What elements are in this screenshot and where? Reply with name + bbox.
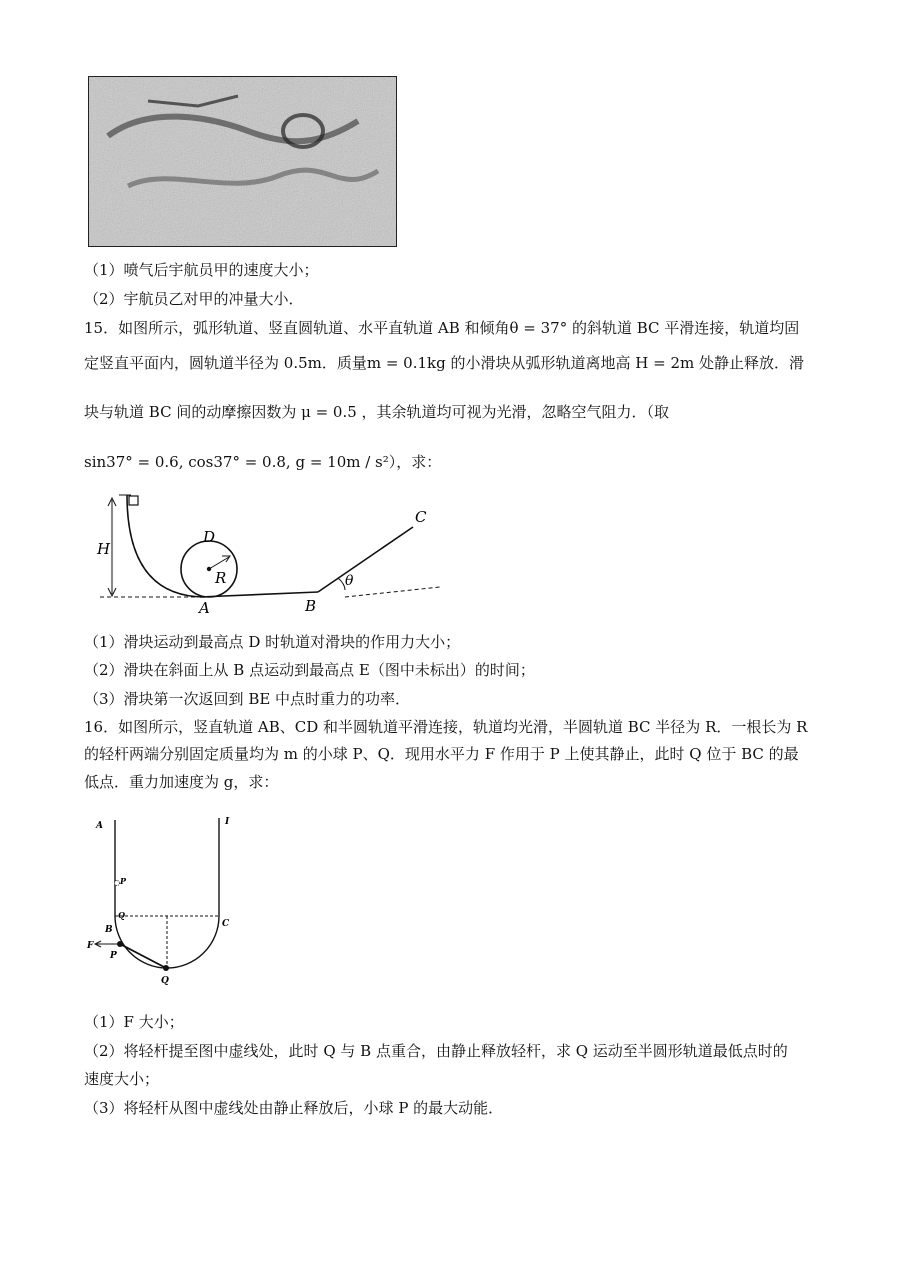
q15-line1: 15．如图所示，弧形轨道、竖直圆轨道、水平直轨道 AB 和倾角θ = 37° 的斜轨道 BC 平滑连接，轨道均固 [84, 319, 800, 337]
q15-line2: 定竖直平面内，圆轨道半径为 0.5m．质量m = 0.1kg 的小滑块从弧形轨道离地高 H = 2m 处静止释放．滑 [84, 354, 804, 372]
label-D: I [225, 817, 230, 827]
label-theta: θ [345, 573, 354, 589]
label-A: A [199, 599, 210, 615]
label-Q: Q [161, 976, 169, 986]
label-B: B [305, 597, 317, 615]
q15-line4: sin37° = 0.6, cos37° = 0.8, g = 10m / s²），求： [84, 453, 442, 471]
q15-line3: 块与轨道 BC 间的动摩擦因数为 μ = 0.5 ，其余轨道均可视为光滑，忽略空气阻力．（取 [84, 403, 670, 421]
q16-sub2a: （2）将轻杆提至图中虚线处，此时 Q 与 B 点重合，由静止释放轻杆，求 Q 运动至半圆形轨道最低点时的 [84, 1042, 788, 1060]
label-A: A [96, 821, 103, 831]
q16-track-diagram [82, 808, 252, 992]
q16-line1: 16．如图所示，竖直轨道 AB、CD 和半圆轨道平滑连接，轨道均光滑，半圆轨道 BC 半径为 R．一根长为 R [84, 718, 808, 736]
label-F: F [87, 941, 94, 951]
q16-sub1: （1）F 大小； [84, 1013, 184, 1031]
label-C: C [222, 919, 230, 929]
label-R: R [215, 569, 227, 587]
q15-sub3: （3）滑块第一次返回到 BE 中点时重力的功率． [84, 690, 411, 708]
label-C: C [415, 508, 427, 526]
label-P-top: P [120, 876, 127, 886]
q15-sub1: （1）滑块运动到最高点 D 时轨道对滑块的作用力大小； [84, 633, 461, 651]
astronaut-photo [88, 76, 397, 247]
label-B: B [105, 925, 113, 935]
q16-line2: 的轻杆两端分别固定质量均为 m 的小球 P、Q．现用水平力 F 作用于 P 上使其静止，此时 Q 位于 BC 的最 [84, 745, 799, 763]
q15-track-diagram [95, 490, 450, 615]
label-P: P [110, 951, 117, 961]
q15-sub2: （2）滑块在斜面上从 B 点运动到最高点 E（图中未标出）的时间； [84, 661, 535, 679]
q14-sub1: （1）喷气后宇航员甲的速度大小； [84, 261, 319, 279]
q16-sub2b: 速度大小； [84, 1070, 160, 1088]
label-H: H [97, 540, 111, 558]
q14-sub2: （2）宇航员乙对甲的冲量大小． [84, 290, 304, 308]
q16-sub3: （3）将轻杆从图中虚线处由静止释放后，小球 P 的最大动能． [84, 1099, 504, 1117]
q16-line3: 低点．重力加速度为 g，求： [84, 773, 279, 791]
label-Q-mid: Q [118, 910, 125, 920]
label-D: D [203, 528, 216, 546]
